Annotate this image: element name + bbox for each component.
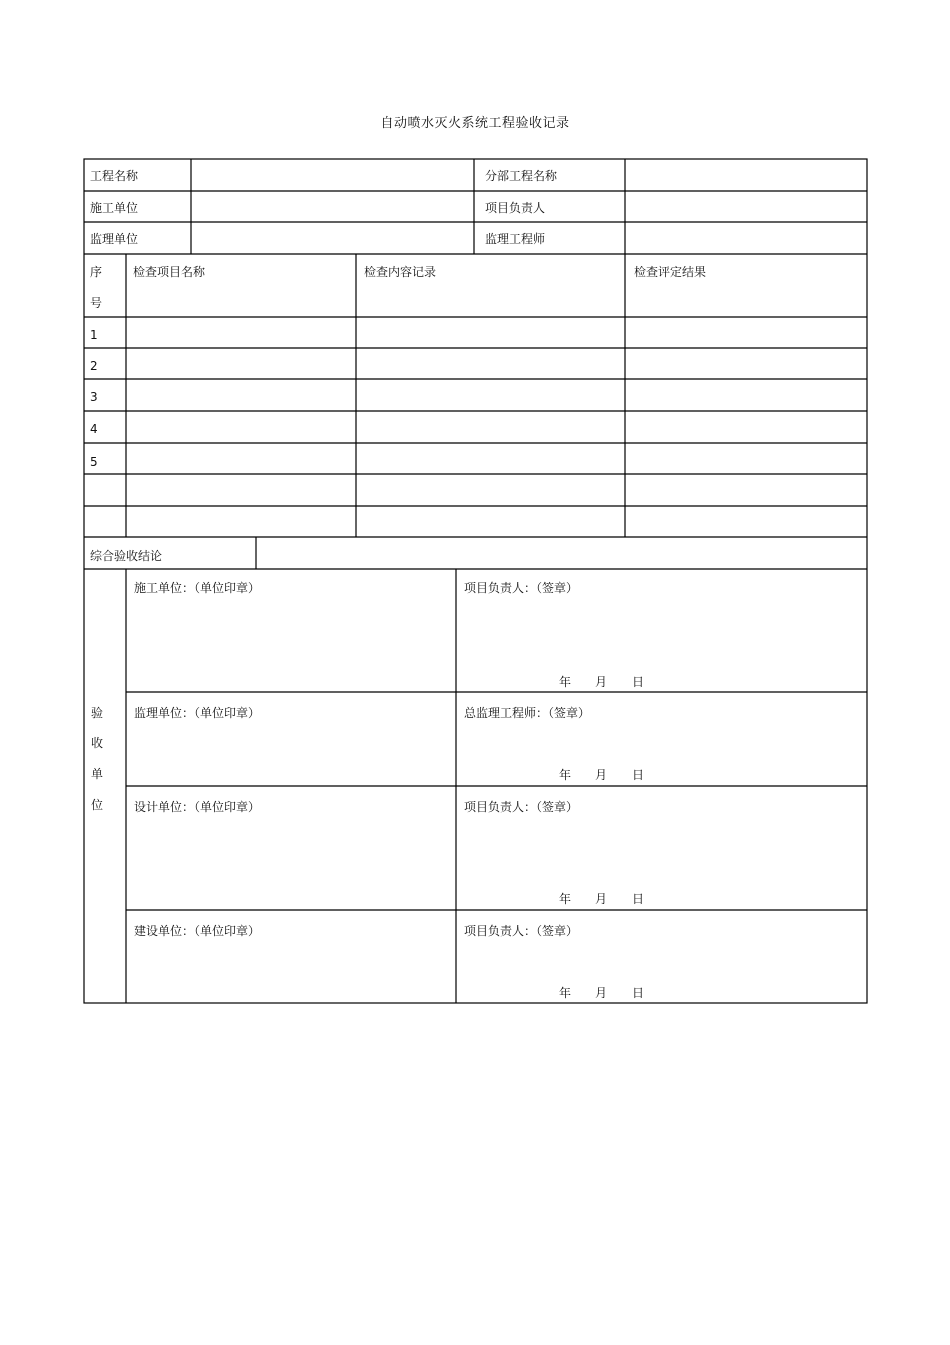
date-year: 年 xyxy=(559,892,572,906)
date-month: 月 xyxy=(595,892,608,906)
date-year: 年 xyxy=(559,986,572,1000)
date-day: 日 xyxy=(632,892,645,906)
row-number: 3 xyxy=(90,390,98,404)
seq-header-top: 序 xyxy=(90,265,103,279)
page-title: 自动喷水灭火系统工程验收记录 xyxy=(380,116,570,131)
acceptance-side-label-2: 收 xyxy=(91,736,104,750)
row-number: 2 xyxy=(90,359,98,373)
sub-project-name-label: 分部工程名称 xyxy=(485,169,558,183)
chief-supervisor-sign: 总监理工程师：（签章） xyxy=(464,706,591,720)
date-day: 日 xyxy=(632,986,645,1000)
project-leader-label: 项目负责人 xyxy=(485,201,546,215)
row-number: 4 xyxy=(90,422,98,436)
acceptance-side-label-3: 单 xyxy=(91,767,104,781)
col-result-header: 检查评定结果 xyxy=(634,265,707,279)
supervision-unit-seal: 监理单位：（单位印章） xyxy=(134,706,261,720)
acceptance-side-label-4: 位 xyxy=(91,798,104,812)
construction-unit-label: 施工单位 xyxy=(90,201,139,215)
acceptance-side-label-1: 验 xyxy=(91,706,104,720)
date-year: 年 xyxy=(559,768,572,782)
date-day: 日 xyxy=(632,768,645,782)
conclusion-label: 综合验收结论 xyxy=(90,549,163,563)
seq-header-bottom: 号 xyxy=(90,296,103,310)
col-item-header: 检查项目名称 xyxy=(133,265,206,279)
supervision-unit-label: 监理单位 xyxy=(90,232,139,246)
supervision-engineer-label: 监理工程师 xyxy=(485,232,546,246)
project-name-label: 工程名称 xyxy=(90,169,139,183)
owner-leader-sign: 项目负责人：（签章） xyxy=(464,924,579,938)
date-month: 月 xyxy=(595,675,608,689)
date-month: 月 xyxy=(595,986,608,1000)
design-leader-sign: 项目负责人：（签章） xyxy=(464,800,579,814)
row-number: 5 xyxy=(90,455,98,469)
row-number: 1 xyxy=(90,328,98,342)
design-unit-seal: 设计单位：（单位印章） xyxy=(134,800,261,814)
construction-leader-sign: 项目负责人：（签章） xyxy=(464,581,579,595)
date-year: 年 xyxy=(559,675,572,689)
date-month: 月 xyxy=(595,768,608,782)
col-content-header: 检查内容记录 xyxy=(364,265,437,279)
owner-unit-seal: 建设单位：（单位印章） xyxy=(134,924,261,938)
construction-unit-seal: 施工单位：（单位印章） xyxy=(134,581,261,595)
date-day: 日 xyxy=(632,675,645,689)
